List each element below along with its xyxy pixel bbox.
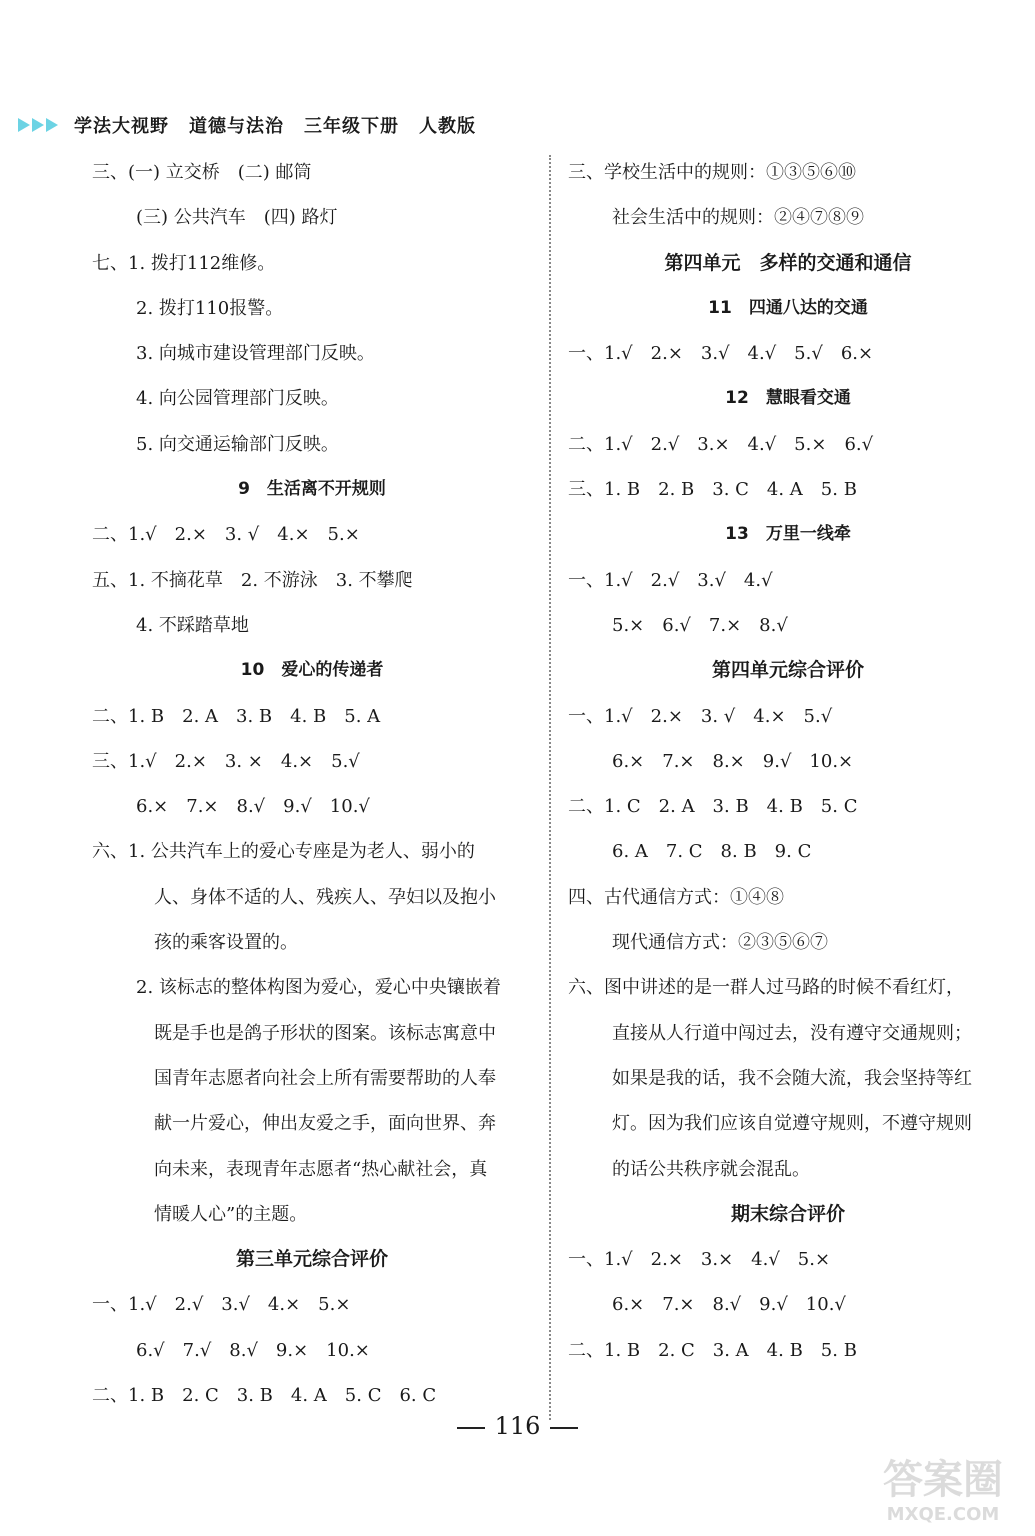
- answer-line: 六、图中讲述的是一群人过马路的时候不看红灯，: [568, 977, 964, 999]
- answer-line: 情暖人心”的主题。: [154, 1203, 308, 1225]
- answer-line: 6.√ 7.√ 8.√ 9.× 10.×: [136, 1339, 370, 1361]
- header-series: 学法大视野: [74, 116, 169, 137]
- answer-line: 一、1.√ 2.√ 3.√ 4.√: [568, 569, 773, 591]
- answer-line: 6.× 7.× 8.× 9.√ 10.×: [612, 750, 854, 772]
- page-number: [0, 1412, 1035, 1440]
- page-number-text: 116: [494, 1412, 541, 1440]
- answer-line: 的话公共秩序就会混乱。: [612, 1158, 810, 1180]
- answer-line: 灯。因为我们应该自觉遵守规则，不遵守规则: [612, 1113, 972, 1135]
- left-column: [92, 150, 532, 1418]
- answer-line: 社会生活中的规则：②④⑦⑧⑨: [612, 207, 864, 229]
- header-subject: 道德与法治: [189, 116, 284, 137]
- answer-line: 三、(一) 立交桥 (二) 邮筒: [92, 162, 312, 183]
- answer-line: 3. 向城市建设管理部门反映。: [136, 343, 375, 365]
- answer-line: 献一片爱心，伸出友爱之手，面向世界、奔: [154, 1113, 496, 1135]
- answer-line: 人、身体不适的人、残疾人、孕妇以及抱小: [154, 886, 496, 908]
- column-divider: [549, 155, 551, 1420]
- section-heading: 第四单元 多样的交通和通信: [664, 251, 912, 274]
- watermark-text: 答案圈: [883, 1457, 1003, 1503]
- section-heading: 9 生活离不开规则: [238, 479, 386, 500]
- right-column: [568, 150, 1008, 1373]
- answer-line: 一、1.√ 2.× 3.× 4.√ 5.×: [568, 1249, 831, 1271]
- answer-line: 2. 拨打110报警。: [136, 297, 284, 319]
- answer-line: 三、1. B 2. B 3. C 4. A 5. B: [568, 479, 857, 501]
- answer-line: 二、1. B 2. C 3. B 4. A 5. C 6. C: [92, 1385, 437, 1407]
- answer-line: 既是手也是鸽子形状的图案。该标志寓意中: [154, 1022, 496, 1044]
- answer-line: 三、学校生活中的规则：①③⑤⑥⑩: [568, 162, 856, 183]
- answer-line: 如果是我的话，我不会随大流，我会坚持等红: [612, 1067, 972, 1089]
- answer-line: 直接从人行道中闯过去，没有遵守交通规则；: [612, 1022, 972, 1044]
- answer-line: 4. 向公园管理部门反映。: [136, 388, 339, 410]
- section-heading: 第三单元综合评价: [235, 1248, 388, 1271]
- section-heading: 11 四通八达的交通: [708, 297, 868, 318]
- answer-line: 孩的乘客设置的。: [154, 932, 298, 954]
- answer-line: 二、1. B 2. A 3. B 4. B 5. A: [92, 705, 381, 727]
- answer-line: 现代通信方式：②③⑤⑥⑦: [612, 932, 828, 954]
- header-grade: 三年级下册: [304, 116, 399, 137]
- section-heading: 13 万里一线牵: [725, 524, 851, 545]
- answer-line: 4. 不踩踏草地: [136, 614, 249, 636]
- answer-line: 2. 该标志的整体构图为爱心，爱心中央镶嵌着: [136, 977, 501, 999]
- answer-line: 6.× 7.× 8.√ 9.√ 10.√: [136, 796, 370, 818]
- header-edition: 人教版: [419, 116, 476, 137]
- answer-line: 5.× 6.√ 7.× 8.√: [612, 614, 788, 636]
- answer-line: 二、1.√ 2.√ 3.× 4.√ 5.× 6.√: [568, 433, 874, 455]
- running-header: [18, 110, 496, 140]
- answer-line: 二、1. B 2. C 3. A 4. B 5. B: [568, 1339, 857, 1361]
- answer-line: 二、1.√ 2.× 3. √ 4.× 5.×: [92, 524, 360, 546]
- answer-line: 一、1.√ 2.× 3.√ 4.√ 5.√ 6.×: [568, 343, 874, 365]
- answer-line: 5. 向交通运输部门反映。: [136, 433, 339, 455]
- answer-line: (三) 公共汽车 (四) 路灯: [136, 207, 338, 229]
- section-heading: 第四单元综合评价: [711, 659, 864, 682]
- watermark-logo: [863, 1448, 1023, 1528]
- answer-line: 三、1.√ 2.× 3. × 4.× 5.√: [92, 750, 360, 772]
- answer-line: 6. A 7. C 8. B 9. C: [612, 841, 812, 863]
- answer-line: 6.× 7.× 8.√ 9.√ 10.√: [612, 1294, 846, 1316]
- answer-line: 向未来，表现青年志愿者“热心献社会，真: [154, 1158, 488, 1180]
- answer-line: 一、1.√ 2.× 3. √ 4.× 5.√: [568, 705, 833, 727]
- answer-line: 五、1. 不摘花草 2. 不游泳 3. 不攀爬: [92, 569, 413, 591]
- section-heading: 12 慧眼看交通: [725, 388, 851, 409]
- answer-line: 二、1. C 2. A 3. B 4. B 5. C: [568, 796, 858, 818]
- answer-line: 六、1. 公共汽车上的爱心专座是为老人、弱小的: [92, 841, 475, 863]
- arrow-icon: [18, 118, 58, 132]
- section-heading: 期末综合评价: [730, 1202, 845, 1225]
- answer-line: 四、古代通信方式：①④⑧: [568, 886, 784, 908]
- answer-line: 国青年志愿者向社会上所有需要帮助的人奉: [154, 1067, 496, 1089]
- answer-line: 七、1. 拨打112维修。: [92, 252, 276, 274]
- watermark-sub: MXQE.COM: [886, 1504, 1000, 1525]
- section-heading: 10 爱心的传递者: [240, 660, 384, 681]
- answer-line: 一、1.√ 2.√ 3.√ 4.× 5.×: [92, 1294, 351, 1316]
